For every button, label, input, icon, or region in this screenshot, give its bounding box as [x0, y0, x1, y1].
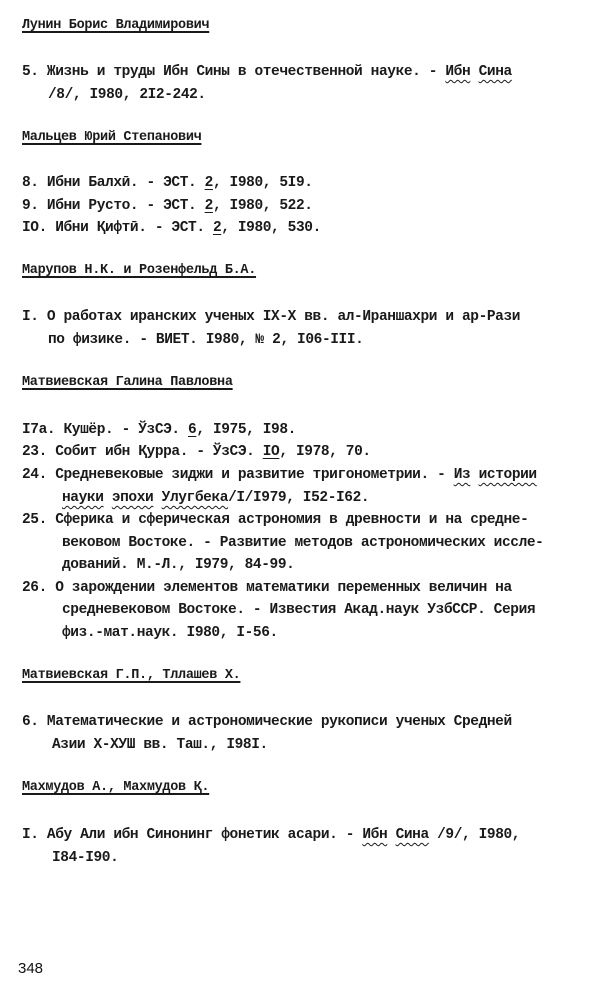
entry-line [22, 510, 528, 530]
entry-text: , I980, 5I9. [212, 175, 313, 191]
series-title: Ибн [445, 64, 471, 80]
entry-text: по физике. - ВИЕТ. I980, № 2, I06-III. [48, 332, 364, 348]
space [470, 64, 478, 80]
entry-line [22, 307, 520, 327]
volume-number: 2 [204, 198, 213, 214]
entry-line [52, 735, 268, 755]
entry-line [22, 712, 512, 732]
space [387, 827, 395, 843]
series-title: Из [453, 467, 471, 483]
entry-line [22, 420, 296, 440]
author-heading: Лунин Борис Владимирович [22, 18, 210, 33]
entry-text: /9/, I980, [428, 827, 521, 843]
series-title: Сина [395, 827, 429, 843]
entry-text: дований. М.-Л., I979, 84-99. [62, 557, 295, 573]
volume-number: 2 [204, 175, 213, 191]
entry-line [22, 173, 313, 193]
entry-text: I84-I90. [52, 850, 119, 866]
series-title: науки [62, 490, 104, 506]
entry-line [62, 488, 369, 508]
entry-text: , I980, 530. [221, 220, 321, 236]
entry-text: 26. О зарождении элементов математики переменных величин на [22, 580, 512, 596]
entry-line [52, 848, 118, 868]
series-title: Сина [478, 64, 512, 80]
series-title: Ибн [362, 827, 388, 843]
entry-text: 23. Собит ибн Қурра. - ЎзСЭ. [22, 444, 263, 460]
entry-text: I. Абу Али ибн Синонинг фонетик асари. - [22, 827, 363, 843]
entry-text: средневековом Востоке. - Известия Акад.наук УзбССР. Серия [62, 602, 536, 618]
author-heading: Махмудов А., Махмудов Қ. [22, 780, 210, 795]
entry-line [48, 85, 206, 105]
entry-line [22, 825, 520, 845]
entry-text: I. О работах иранских ученых IX-X вв. ал-Ираншахри и ар-Рази [22, 309, 521, 325]
volume-number: 6 [188, 422, 197, 438]
series-title: истории [478, 467, 537, 483]
entry-text: 9. Ибни Русто. - ЭСТ. [22, 198, 205, 214]
entry-text: , I975, I98. [196, 422, 296, 438]
entry-line [62, 600, 535, 620]
entry-line [22, 62, 512, 82]
entry-line [22, 465, 537, 485]
series-title: Улугбека [161, 490, 229, 506]
entry-text: I7а. Кушёр. - ЎзСЭ. [22, 422, 189, 438]
entry-line [22, 442, 371, 462]
entry-text: /I/I979, I52-I62. [228, 490, 370, 506]
volume-number: IO [262, 444, 280, 460]
entry-text: 24. Средневековые зиджи и развитие тригонометрии. - [22, 467, 454, 483]
space [470, 467, 478, 483]
page-number: 348 [18, 960, 44, 977]
author-heading: Матвиевская Г.П., Тллашев Х. [22, 668, 241, 683]
entry-line [62, 555, 294, 575]
author-heading: Марупов Н.К. и Розенфельд Б.А. [22, 263, 257, 278]
space [153, 490, 161, 506]
entry-text: , I980, 522. [212, 198, 313, 214]
entry-line [48, 330, 363, 350]
series-title: эпохи [111, 490, 154, 506]
author-heading: Матвиевская Галина Павловна [22, 375, 233, 390]
entry-text: вековом Востоке. - Развитие методов астрономических иссле- [62, 535, 544, 551]
entry-text: 6. Математические и астрономические рукописи ученых Средней [22, 714, 512, 730]
entry-line [62, 623, 278, 643]
entry-line [22, 218, 321, 238]
space [104, 490, 112, 506]
entry-line [62, 533, 543, 553]
volume-number: 2 [212, 220, 222, 236]
entry-text: 25. Сферика и сферическая астрономия в древности и на средне- [22, 512, 529, 528]
entry-line [22, 578, 512, 598]
author-heading: Мальцев Юрий Степанович [22, 130, 202, 145]
entry-text: Азии X-XУШ вв. Таш., I98I. [52, 737, 268, 753]
entry-text: 5. Жизнь и труды Ибн Сины в отечественной науке. - [22, 64, 446, 80]
entry-text: IO. Ибни Қифтӣ. - ЭСТ. [22, 220, 213, 236]
entry-text: 8. Ибни Балхӣ. - ЭСТ. [22, 175, 205, 191]
entry-text: /8/, I980, 2I2-242. [48, 87, 206, 103]
entry-text: , I978, 70. [279, 444, 371, 460]
entry-text: физ.-мат.наук. I980, I-56. [62, 625, 278, 641]
entry-line [22, 196, 313, 216]
